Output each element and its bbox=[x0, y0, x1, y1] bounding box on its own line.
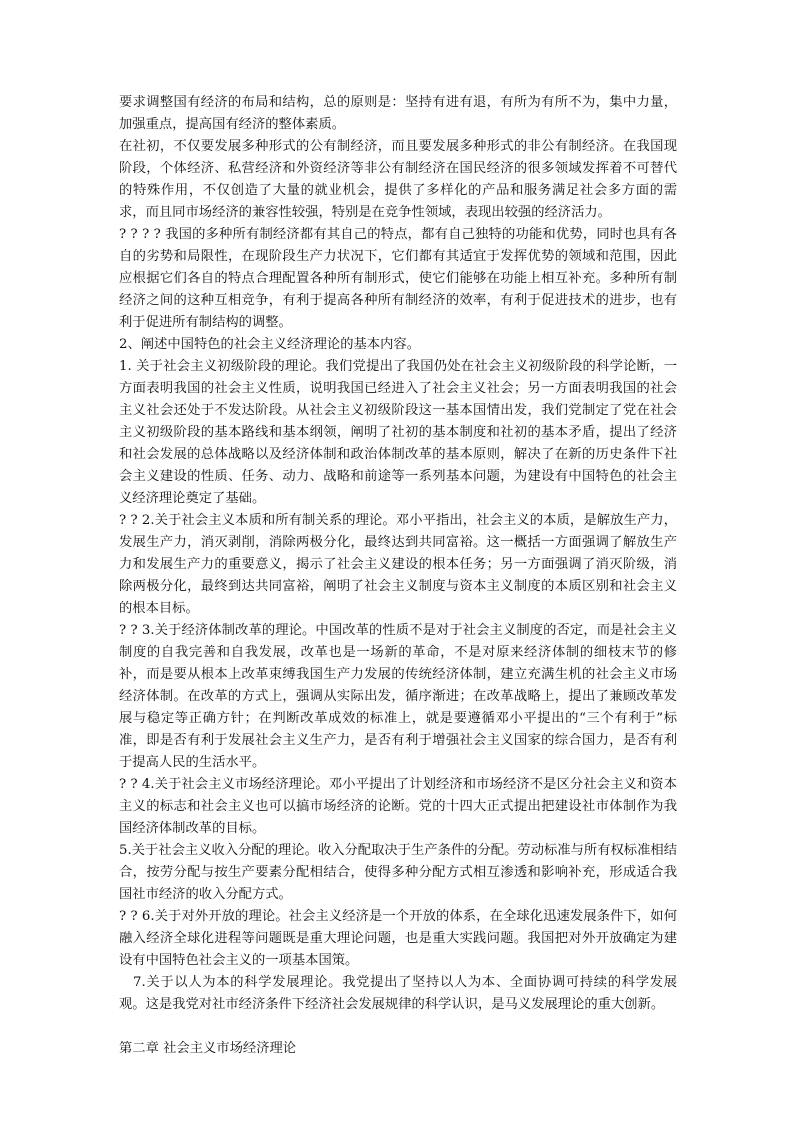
paragraph-socialism-essence: ? ? 2.关于社会主义本质和所有制关系的理论。邓小平指出，社会主义的本质，是解放生产力，发展生产力，消灭剥削，消除两极分化，最终达到共同富裕。这一概括一方面强调了解放生产力和发展生产力的重要意义，揭示了社会主义建设的根本任务；另一方面强调了消灭阶级，消除两极分化，最终到达共同富裕，阐明了社会主义制度与资本主义制度的本质区别和社会主义的根本目标。 bbox=[119, 513, 677, 616]
paragraph-reform-theory: ? ? 3.关于经济体制改革的理论。中国改革的性质不是对于社会主义制度的否定，而是社会主义制度的自我完善和自我发展，改革也是一场新的革命，不是对原来经济体制的细枝末节的修补，而是要从根本上改革束缚我国生产力发展的传统经济体制，建立充满生机的社会主义市场经济体制。在改革的方式上，强调从实际出发，循序渐进；在改革战略上，提出了兼顾改革发展与稳定等正确方针；在判断改革成效的标准上，就是要遵循邓小平提出的“三个有利于”标准，即是否有利于发展社会主义生产力，是否有利于增强社会主义国家的综合国力，是否有利于提高人民的生活水平。 bbox=[119, 623, 677, 770]
paragraph-primary-stage-theory: 1. 关于社会主义初级阶段的理论。我们党提出了我国仍处在社会主义初级阶段的科学论断，一方面表明我国的社会主义性质，说明我国已经进入了社会主义社会；另一方面表明我国的社会主义社会还处于不发达阶段。从社会主义初级阶段这一基本国情出发，我们党制定了党在社会主义初级阶段的基本路线和基本纲领，阐明了社初的基本制度和社初的基本矛盾，提出了经济和社会发展的总体战略以及经济体制和政治体制改革的基本原则，解决了在新的历史条件下社会主义建设的性质、任务、动力、战略和前途等一系列基本问题，为建设有中国特色的社会主义经济理论奠定了基础。 bbox=[119, 359, 677, 506]
paragraph-market-economy-theory: ? ? 4.关于社会主义市场经济理论。邓小平提出了计划经济和市场经济不是区分社会主义和资本主义的标志和社会主义也可以搞市场经济的论断。党的十四大正式提出把建设社市体制作为我国经济体制改革的目标。 bbox=[119, 777, 677, 836]
paragraph-ownership-competition: ? ? ? ? 我国的多种所有制经济都有其自己的特点，都有自己独特的功能和优势，同时也具有各自的劣势和局限性，在现阶段生产力状况下，它们都有其适宜于发挥优势的领域和范围，因此应根据它们各自的特点合理配置各种所有制形式，使它们能够在功能上相互补充。多种所有制经济之间的这种互相竞争，有利于提高各种所有制经济的效率，有利于促进技术的进步，也有利于促进所有制结构的调整。 bbox=[119, 227, 677, 330]
paragraph-opening-up: ? ? 6.关于对外开放的理论。社会主义经济是一个开放的体系，在全球化迅速发展条件下，如何融入经济全球化进程等问题既是重大理论问题，也是重大实践问题。我国把对外开放确定为建设有中国特色社会主义的一项基本国策。 bbox=[119, 909, 677, 968]
paragraph-income-distribution: 5.关于社会主义收入分配的理论。收入分配取决于生产条件的分配。劳动标准与所有权标准相结合，按劳分配与按生产要素分配相结合，使得多种分配方式相互渗透和影响补充，形成适合我国社市经济的收入分配方式。 bbox=[119, 843, 677, 902]
paragraph-scientific-development: 7.关于以人为本的科学发展理论。我党提出了坚持以人为本、全面协调可持续的科学发展观。这是我党对社市经济条件下经济社会发展规律的科学认识，是马义发展理论的重大创新。 bbox=[119, 975, 677, 1012]
question-heading: 2、阐述中国特色的社会主义经济理论的基本内容。 bbox=[119, 337, 420, 352]
document-body bbox=[119, 92, 677, 1060]
paragraph-non-public-economy: 在社初，不仅要发展多种形式的公有制经济，而且要发展多种形式的非公有制经济。在我国现阶段，个体经济、私营经济和外资经济等非公有制经济在国民经济的很多领域发挥着不可替代的特殊作用，不仅创造了大量的就业机会，提供了多样化的产品和服务满足社会多方面的需求，而且同市场经济的兼容性较强，特别是在竞争性领域，表现出较强的经济活力。 bbox=[119, 139, 677, 220]
paragraph-state-economy-layout: 要求调整国有经济的布局和结构，总的原则是：坚持有进有退，有所为有所不为，集中力量，加强重点，提高国有经济的整体素质。 bbox=[119, 95, 677, 132]
chapter-heading: 第二章 社会主义市场经济理论 bbox=[119, 1041, 297, 1056]
